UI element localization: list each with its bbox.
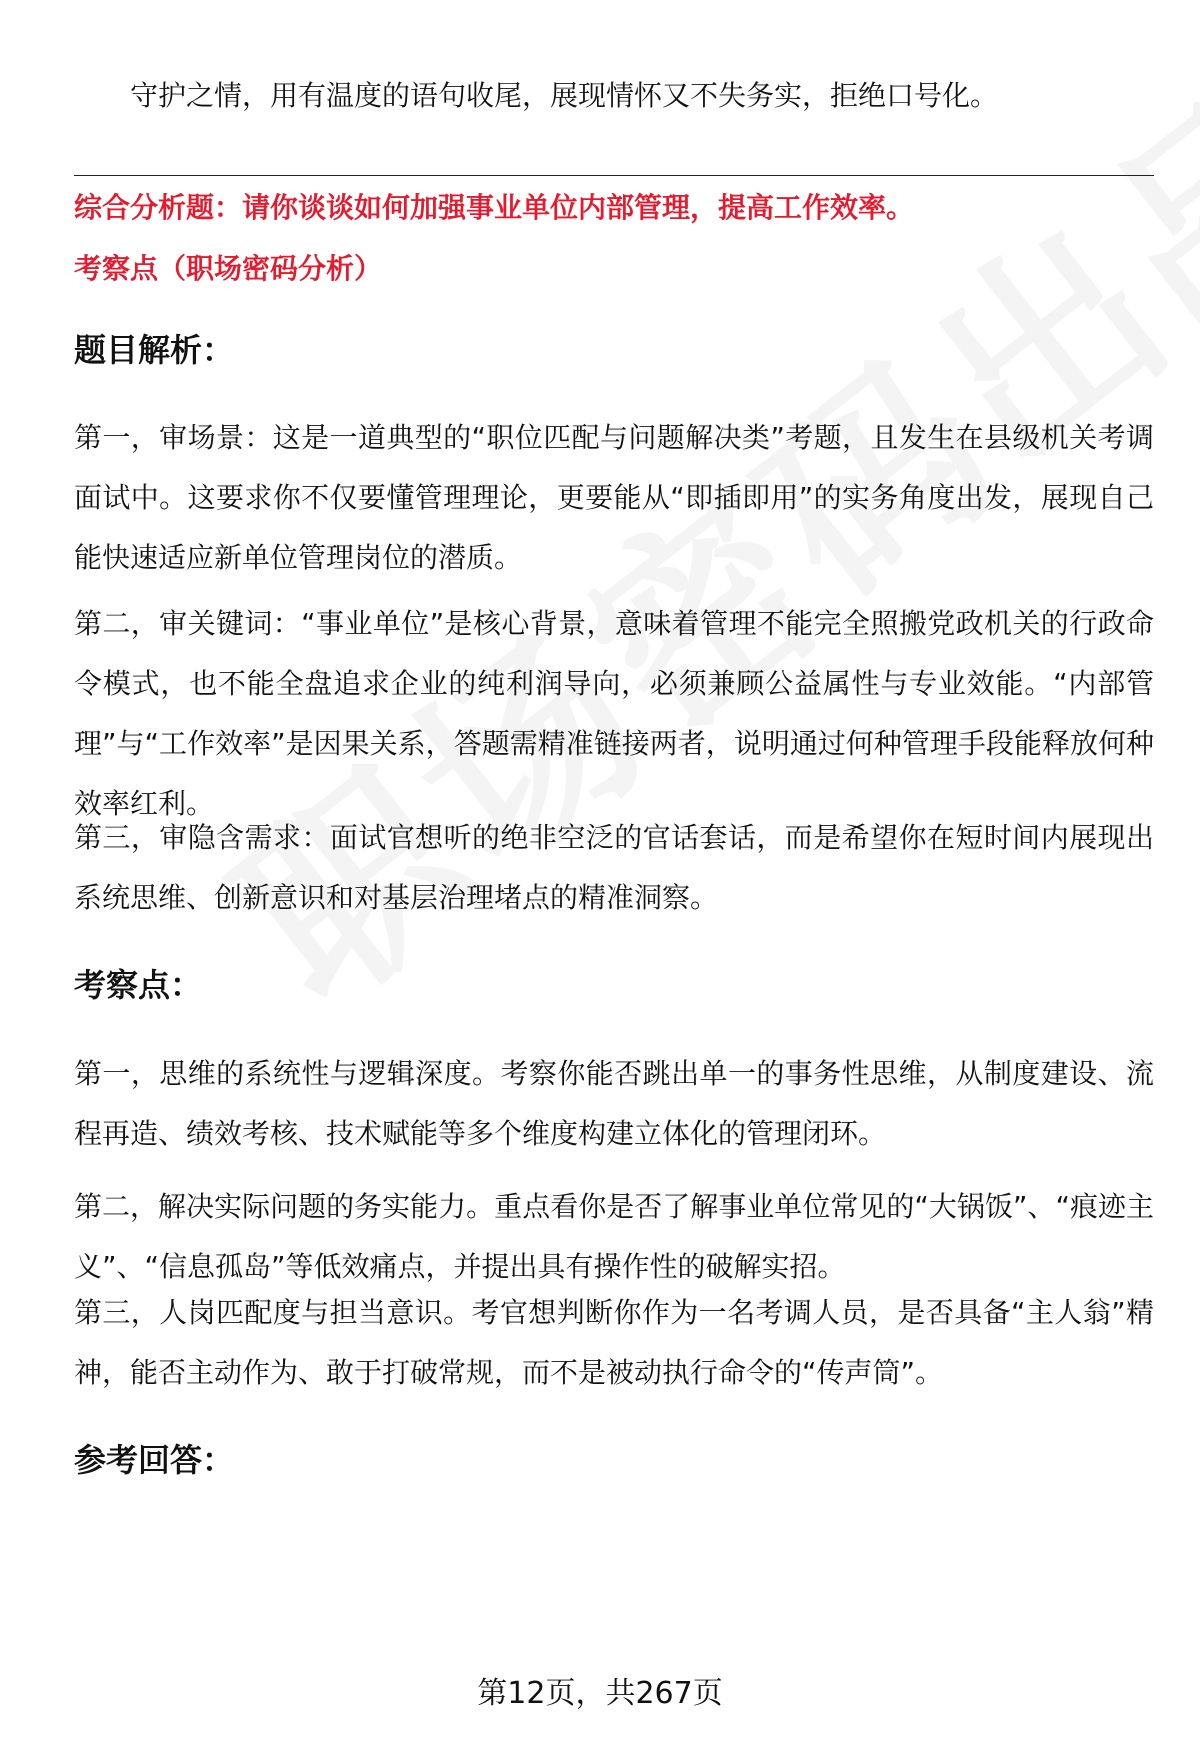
exam-points-text-3: 第三，人岗匹配度与担当意识。考官想判断你作为一名考调人员，是否具备“主人翁”精神，能否主动作为、敢于打破常规，而不是被动执行命令的“传声筒”。 — [74, 1296, 1154, 1389]
analysis-text-1: 第一，审场景：这是一道典型的“职位匹配与问题解决类”考题，且发生在县级机关考调面试中。这要求你不仅要懂管理理论，更要能从“即插即用”的实务角度出发，展现自己能快速适应新单位管理岗位的潜质。 — [74, 421, 1154, 574]
exam-points-paragraph-3 — [74, 1283, 1154, 1403]
analysis-text-2: 第二，审关键词：“事业单位”是核心背景，意味着管理不能完全照搬党政机关的行政命令模式，也不能全盘追求企业的纯利润导向，必须兼顾公益属性与专业效能。“内部管理”与“工作效率”是因果关系，答题需精准链接两者，说明通过何种管理手段能释放何种效率红利。 — [74, 607, 1154, 820]
exam-points-paragraph-2 — [74, 1177, 1154, 1297]
exam-points-heading: 考察点： — [74, 966, 203, 1004]
exam-point-label: 考察点（职场密码分析） — [74, 252, 383, 285]
analysis-heading: 题目解析： — [74, 331, 235, 369]
exam-points-paragraph-1 — [74, 1044, 1154, 1164]
analysis-paragraph-2 — [74, 594, 1154, 834]
analysis-paragraph-3 — [74, 808, 1154, 928]
question-title: 综合分析题：请你谈谈如何加强事业单位内部管理，提高工作效率。 — [74, 191, 915, 224]
section-divider — [74, 175, 1154, 176]
analysis-paragraph-1 — [74, 408, 1154, 588]
exam-points-text-1: 第一，思维的系统性与逻辑深度。考察你能否跳出单一的事务性思维，从制度建设、流程再造、绩效考核、技术赋能等多个维度构建立体化的管理闭环。 — [74, 1057, 1154, 1150]
answer-heading: 参考回答： — [74, 1441, 235, 1479]
exam-points-text-2: 第二，解决实际问题的务实能力。重点看你是否了解事业单位常见的“大锅饭”、“痕迹主义”、“信息孤岛”等低效痛点，并提出具有操作性的破解实招。 — [74, 1190, 1154, 1283]
top-line-text: 守护之情，用有温度的语句收尾，展现情怀又不失务实，拒绝口号化。 — [130, 79, 999, 112]
page-number: 第12页，共267页 — [477, 1676, 723, 1711]
analysis-text-3: 第三，审隐含需求：面试官想听的绝非空泛的官话套话，而是希望你在短时间内展现出系统思维、创新意识和对基层治理堵点的精准洞察。 — [74, 821, 1154, 914]
